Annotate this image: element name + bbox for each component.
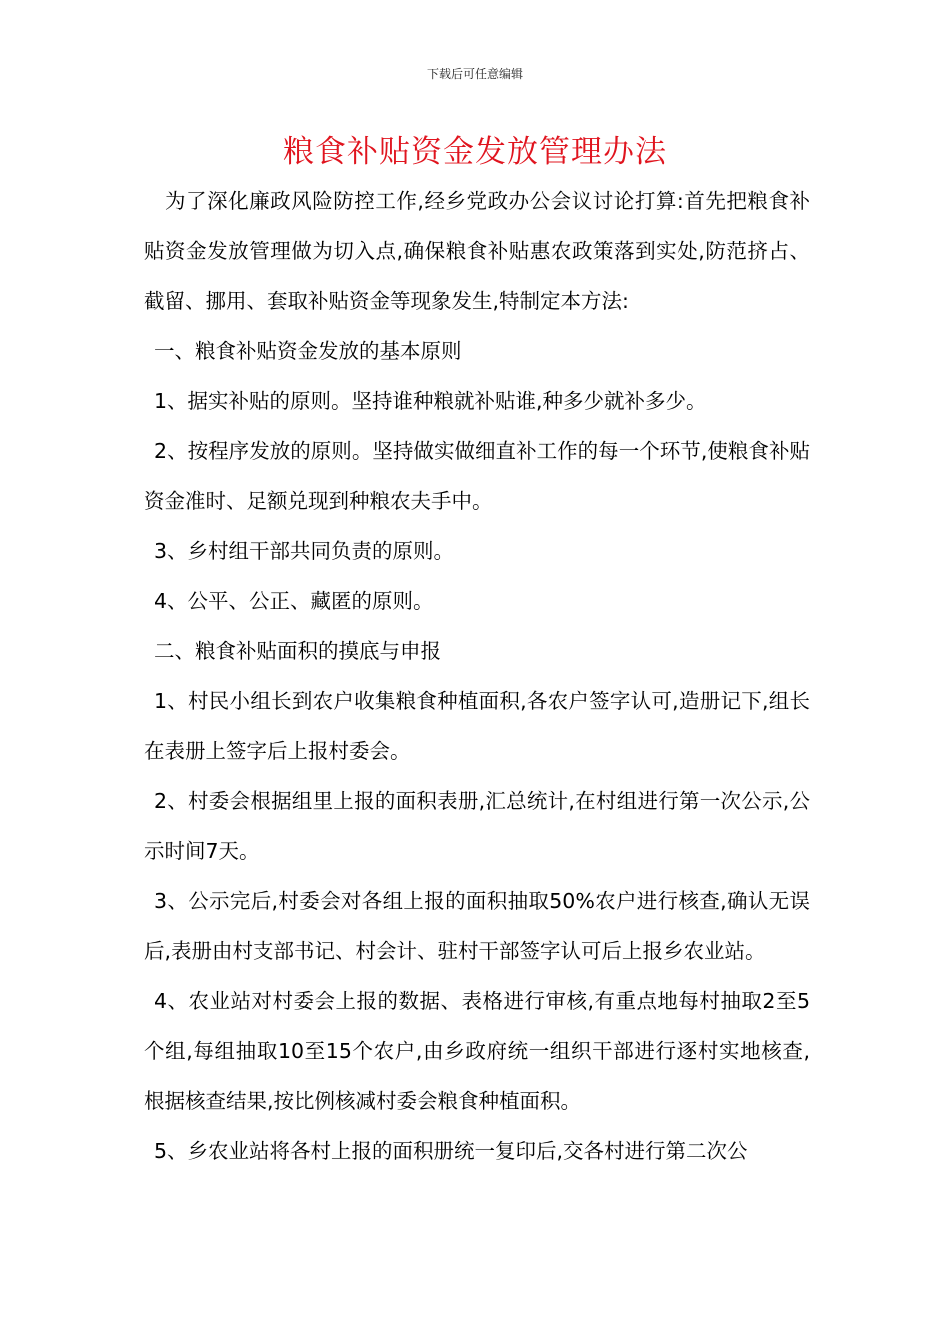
procedure-item-4: 4、农业站对村委会上报的数据、表格进行审核,有重点地每村抽取2至5个组,每组抽取10至15个农户,由乡政府统一组织干部进行逐村实地核查,根据核查结果,按比例核减村委会粮食种植面积。: [144, 989, 810, 1113]
intro-paragraph: 为了深化廉政风险防控工作,经乡党政办公会议讨论打算:首先把粮食补贴资金发放管理做为切入点,确保粮食补贴惠农政策落到实处,防范挤占、截留、挪用、套取补贴资金等现象发生,特制定本方法:: [144, 189, 810, 313]
section-heading-2: 二、粮食补贴面积的摸底与申报: [154, 639, 441, 663]
procedure-item-5: 5、乡农业站将各村上报的面积册统一复印后,交各村进行第二次公: [154, 1139, 748, 1163]
principle-item-2: 2、按程序发放的原则。坚持做实做细直补工作的每一个环节,使粮食补贴资金准时、足额兑现到种粮农夫手中。: [144, 439, 810, 513]
section-heading-1: 一、粮食补贴资金发放的基本原则: [154, 339, 462, 363]
procedure-item-1: 1、村民小组长到农户收集粮食种植面积,各农户签字认可,造册记下,组长在表册上签字后上报村委会。: [144, 689, 810, 763]
principle-item-1: 1、据实补贴的原则。坚持谁种粮就补贴谁,种多少就补多少。: [154, 389, 707, 413]
document-body: [144, 176, 810, 1176]
procedure-item-2: 2、村委会根据组里上报的面积表册,汇总统计,在村组进行第一次公示,公示时间7天。: [144, 789, 810, 863]
principle-item-3: 3、乡村组干部共同负责的原则。: [154, 539, 455, 563]
principle-item-4: 4、公平、公正、藏匿的原则。: [154, 589, 434, 613]
procedure-item-3: 3、公示完后,村委会对各组上报的面积抽取50%农户进行核查,确认无误后,表册由村支部书记、村会计、驻村干部签字认可后上报乡农业站。: [144, 889, 810, 963]
header-note: 下载后可任意编辑: [426, 67, 523, 81]
document-title: 粮食补贴资金发放管理办法: [283, 134, 667, 170]
